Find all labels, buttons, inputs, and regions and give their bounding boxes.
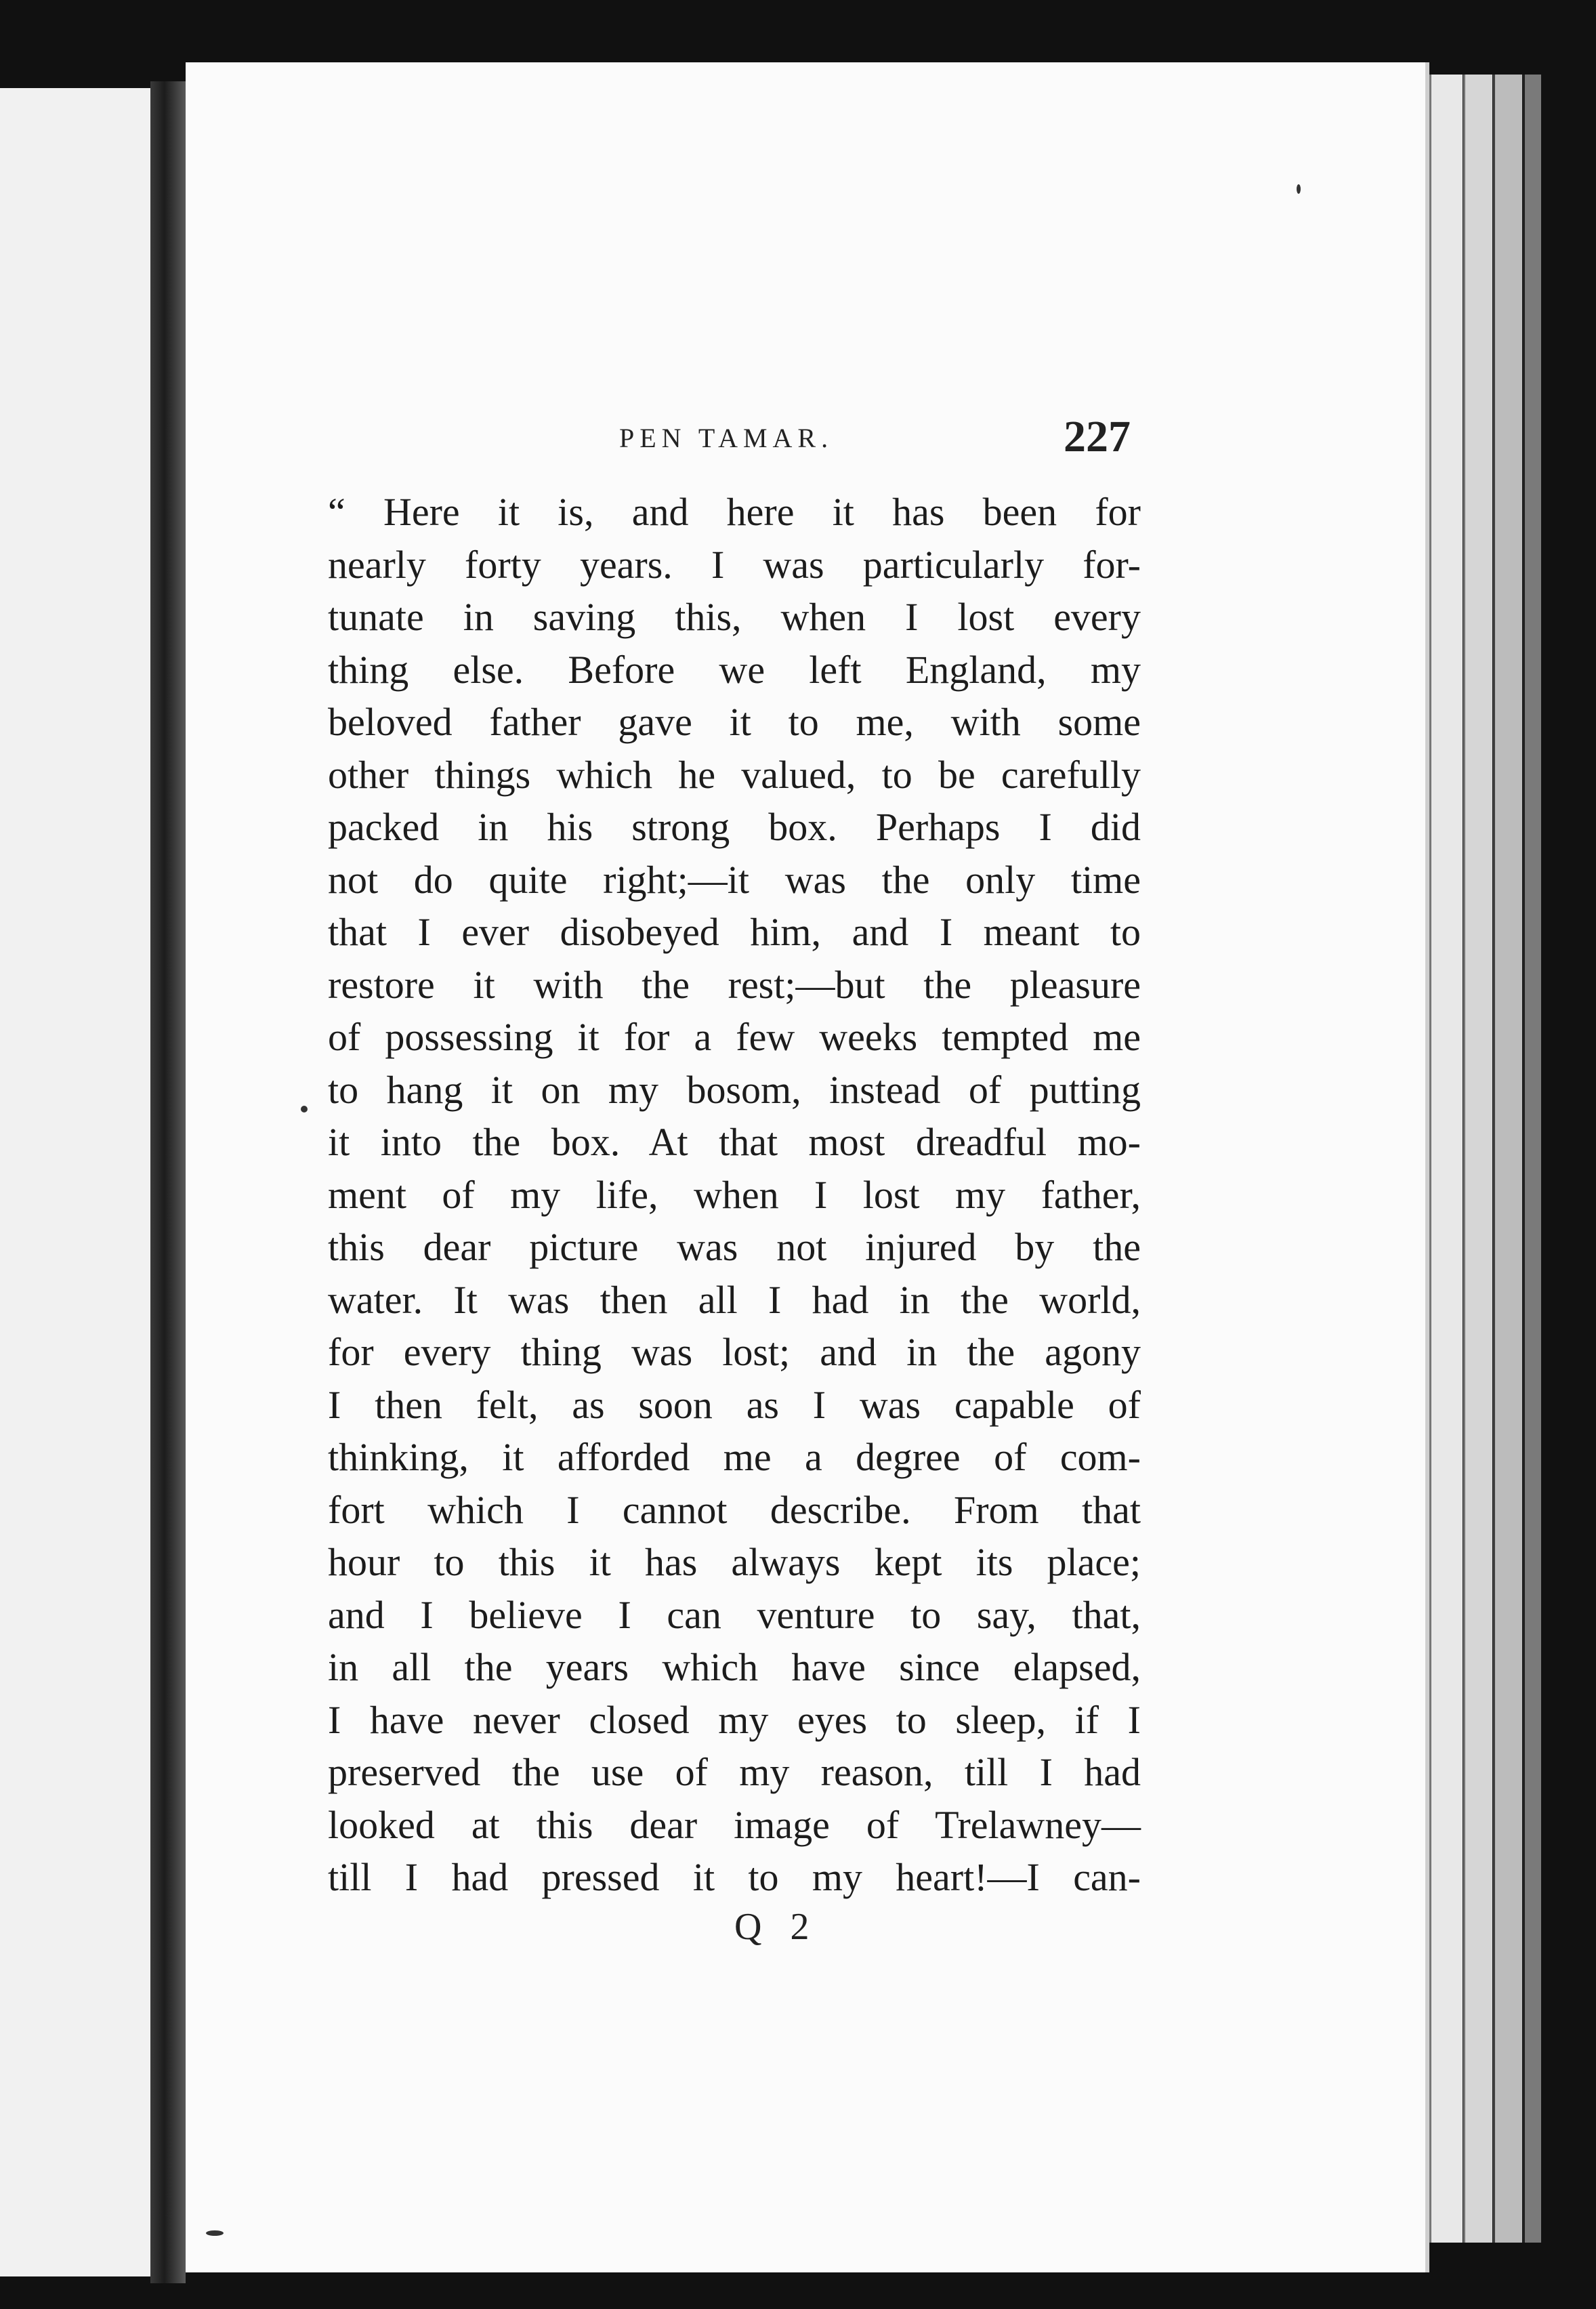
ink-speck	[206, 2230, 224, 2236]
text-line: that I ever disobeyed him, and I meant to	[328, 910, 1141, 954]
text-line: in all the years which have since elapsed,	[328, 1645, 1141, 1689]
text-line: and I believe I can venture to say, that,	[328, 1592, 1141, 1637]
ink-speck	[301, 1106, 308, 1112]
text-line: preserved the use of my reason, till I had	[328, 1750, 1141, 1794]
page-header	[186, 411, 1425, 465]
signature-mark: Q 2	[734, 1906, 819, 1948]
text-line: nearly forty years. I was particularly for-	[328, 542, 1141, 587]
text-line: I then felt, as soon as I was capable of	[328, 1382, 1141, 1427]
text-line: I have never closed my eyes to sleep, if I	[328, 1697, 1141, 1742]
text-line: beloved father gave it to me, with some	[328, 700, 1141, 744]
page-stack-edge	[1523, 75, 1541, 2243]
text-line: “ Here it is, and here it has been for	[328, 490, 1141, 534]
text-line: it into the box. At that most dreadful mo-	[328, 1120, 1141, 1164]
text-line: packed in his strong box. Perhaps I did	[328, 805, 1141, 849]
text-line: ment of my life, when I lost my father,	[328, 1172, 1141, 1217]
text-line: fort which I cannot describe. From that	[328, 1487, 1141, 1532]
text-line: for every thing was lost; and in the agony	[328, 1330, 1141, 1374]
page-stack-edge	[1429, 75, 1463, 2243]
text-line: water. It was then all I had in the world,	[328, 1277, 1141, 1322]
ink-speck	[1297, 184, 1301, 194]
book-page	[186, 62, 1429, 2272]
text-line: till I had pressed it to my heart!—I can-	[328, 1855, 1141, 1899]
text-line: restore it with the rest;—but the pleasure	[328, 962, 1141, 1007]
text-line: not do quite right;—it was the only time	[328, 857, 1141, 902]
text-line: thing else. Before we left England, my	[328, 647, 1141, 692]
running-title: PEN TAMAR.	[619, 423, 834, 453]
text-line: thinking, it afforded me a degree of com-	[328, 1435, 1141, 1479]
text-line: other things which he valued, to be carefully	[328, 752, 1141, 797]
facing-page-edge	[0, 88, 150, 2276]
text-line: to hang it on my bosom, instead of putting	[328, 1067, 1141, 1112]
binding-gutter	[150, 81, 186, 2283]
page-stack-edge	[1463, 75, 1492, 2243]
text-line: tunate in saving this, when I lost every	[328, 595, 1141, 639]
text-line: hour to this it has always kept its place;	[328, 1540, 1141, 1584]
text-line: looked at this dear image of Trelawney—	[328, 1802, 1141, 1847]
body-text	[328, 486, 1141, 1904]
text-line: this dear picture was not injured by the	[328, 1225, 1141, 1269]
page-stack-edge	[1493, 75, 1522, 2243]
text-line: of possessing it for a few weeks tempted me	[328, 1015, 1141, 1059]
page-number: 227	[1064, 412, 1131, 461]
